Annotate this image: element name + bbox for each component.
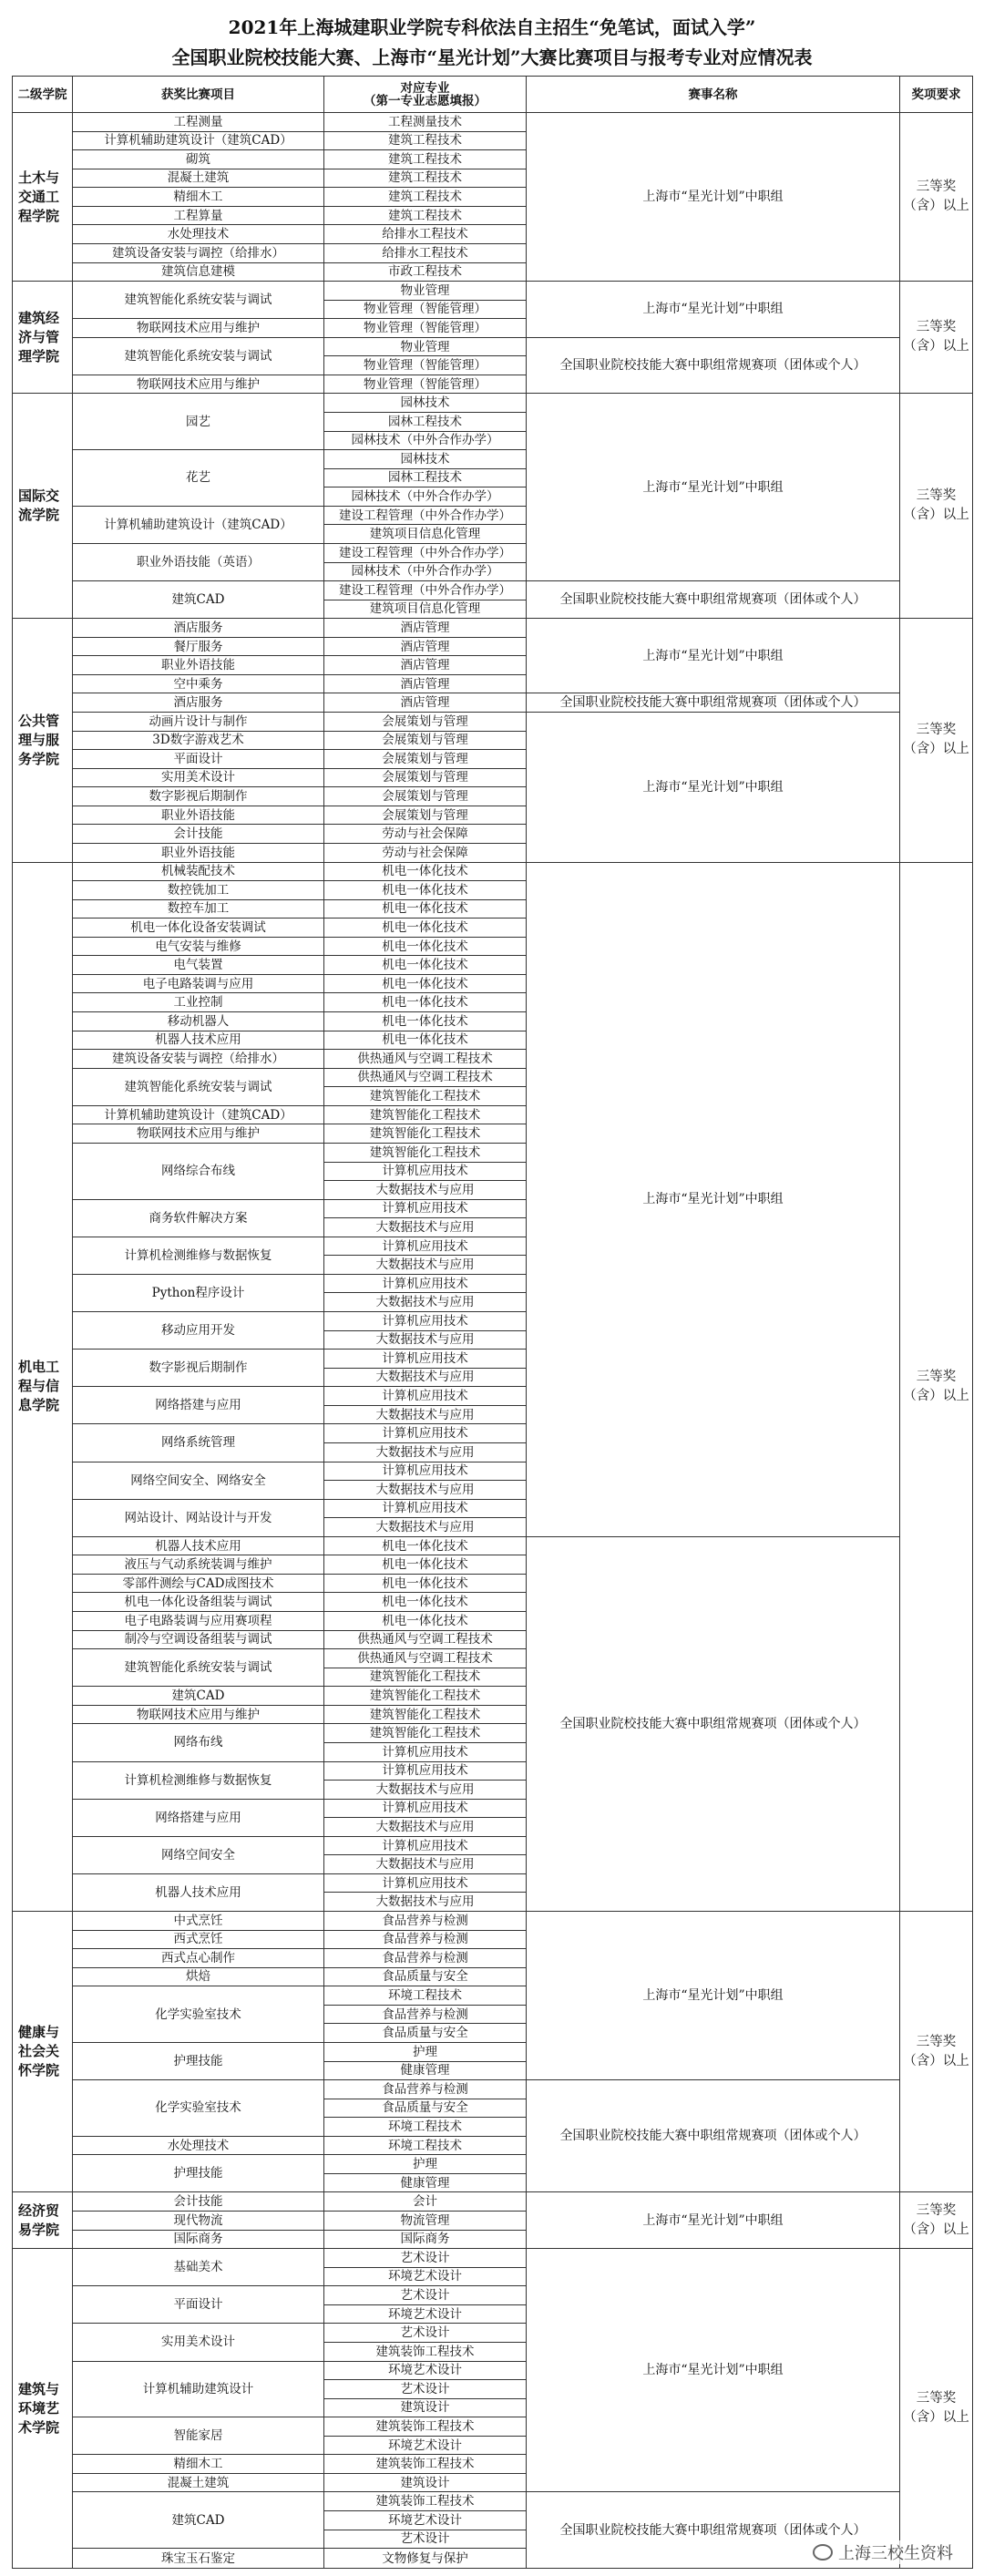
project-cell: 花艺: [73, 450, 324, 507]
major-cell: 机电一体化技术: [324, 1574, 527, 1593]
major-cell: 物业管理（智能管理）: [324, 319, 527, 338]
project-cell: 机电一体化设备安装调试: [73, 919, 324, 938]
major-cell: 计算机应用技术: [324, 1312, 527, 1331]
major-cell: 园林工程技术: [324, 413, 527, 432]
project-cell: 平面设计: [73, 2286, 324, 2324]
project-cell: 平面设计: [73, 750, 324, 769]
event-cell: 全国职业院校技能大赛中职组常规赛项（团体或个人）: [527, 581, 900, 619]
project-cell: 化学实验室技术: [73, 2080, 324, 2137]
major-cell: 供热通风与空调工程技术: [324, 1630, 527, 1649]
major-cell: 建筑工程技术: [324, 131, 527, 150]
major-cell: 建筑工程技术: [324, 150, 527, 169]
award-cell: 三等奖（含）以上: [900, 619, 973, 862]
header-major-label: 对应专业: [400, 80, 450, 96]
admission-table: [12, 76, 973, 2569]
project-cell: 水处理技术: [73, 225, 324, 244]
project-cell: 砌筑: [73, 150, 324, 169]
major-cell: 食品营养与检测: [324, 1949, 527, 1968]
document-title: [0, 13, 984, 73]
major-cell: 计算机应用技术: [324, 1274, 527, 1293]
title-line-1: 2021年上海城建职业学院专科依法自主招生“免笔试，面试入学”: [228, 16, 756, 38]
project-cell: 实用美术设计: [73, 768, 324, 787]
project-cell: 制冷与空调设备组装与调试: [73, 1630, 324, 1649]
major-cell: 计算机应用技术: [324, 1742, 527, 1761]
major-cell: 建筑智能化工程技术: [324, 1724, 527, 1743]
major-cell: 园林技术（中外合作办学）: [324, 487, 527, 507]
project-cell: 机器人技术应用: [73, 1031, 324, 1050]
project-cell: 网络系统管理: [73, 1424, 324, 1462]
major-cell: 建筑项目信息化管理: [324, 600, 527, 619]
project-cell: 烘焙: [73, 1967, 324, 1986]
watermark: [809, 2540, 957, 2564]
major-cell: 会展策划与管理: [324, 787, 527, 806]
major-cell: 计算机应用技术: [324, 1424, 527, 1443]
table-row: [13, 2080, 973, 2099]
major-cell: 食品质量与安全: [324, 2024, 527, 2043]
major-cell: 健康管理: [324, 2173, 527, 2192]
major-cell: 建筑装饰工程技术: [324, 2455, 527, 2474]
major-cell: 物业管理（智能管理）: [324, 375, 527, 394]
major-cell: 建筑智能化工程技术: [324, 1143, 527, 1162]
college-cell: 经济贸易学院: [13, 2192, 73, 2249]
project-cell: 职业外语技能: [73, 806, 324, 825]
project-cell: 建筑智能化系统安装与调试: [73, 282, 324, 319]
project-cell: 液压与气动系统装调与维护: [73, 1555, 324, 1575]
project-cell: 护理技能: [73, 2155, 324, 2192]
table-row: [13, 713, 973, 732]
major-cell: 机电一体化技术: [324, 974, 527, 993]
major-cell: 机电一体化技术: [324, 1612, 527, 1631]
project-cell: 计算机检测维修与数据恢复: [73, 1761, 324, 1799]
major-cell: 大数据技术与应用: [324, 1181, 527, 1200]
project-cell: 国际商务: [73, 2230, 324, 2249]
project-cell: 西式烹饪: [73, 1930, 324, 1949]
major-cell: 环境艺术设计: [324, 2304, 527, 2324]
award-cell: 三等奖（含）以上: [900, 2192, 973, 2249]
event-cell: 上海市“星光计划”中职组: [527, 713, 900, 863]
major-cell: 建设工程管理（中外合作办学）: [324, 581, 527, 600]
major-cell: 大数据技术与应用: [324, 1481, 527, 1500]
college-cell: 建筑经济与管理学院: [13, 282, 73, 394]
major-cell: 大数据技术与应用: [324, 1293, 527, 1312]
project-cell: 建筑CAD: [73, 581, 324, 619]
project-cell: 物联网技术应用与维护: [73, 1124, 324, 1144]
project-cell: 基础美术: [73, 2249, 324, 2286]
header-college: 二级学院: [13, 77, 73, 113]
project-cell: 计算机辅助建筑设计: [73, 2361, 324, 2417]
project-cell: 机电一体化设备组装与调试: [73, 1593, 324, 1612]
project-cell: 物联网技术应用与维护: [73, 1705, 324, 1724]
project-cell: 数字影视后期制作: [73, 787, 324, 806]
major-cell: 劳动与社会保障: [324, 843, 527, 862]
project-cell: 建筑信息建模: [73, 262, 324, 282]
major-cell: 机电一体化技术: [324, 937, 527, 956]
major-cell: 计算机应用技术: [324, 1873, 527, 1893]
major-cell: 建筑设计: [324, 2398, 527, 2417]
wechat-icon: [813, 2544, 833, 2561]
table-row: [13, 862, 973, 881]
major-cell: 计算机应用技术: [324, 1799, 527, 1818]
award-cell: 三等奖（含）以上: [900, 2249, 973, 2569]
college-cell: 建筑与环境艺术学院: [13, 2249, 73, 2569]
project-cell: Python程序设计: [73, 1274, 324, 1311]
event-cell: 上海市“星光计划”中职组: [527, 1912, 900, 2080]
project-cell: 机器人技术应用: [73, 1536, 324, 1555]
major-cell: 建筑智能化工程技术: [324, 1124, 527, 1144]
project-cell: 现代物流: [73, 2212, 324, 2231]
project-cell: 混凝土建筑: [73, 169, 324, 188]
major-cell: 艺术设计: [324, 2286, 527, 2305]
major-cell: 园林技术（中外合作办学）: [324, 562, 527, 581]
project-cell: 数控车加工: [73, 899, 324, 919]
major-cell: 食品质量与安全: [324, 1967, 527, 1986]
major-cell: 机电一体化技术: [324, 1031, 527, 1050]
major-cell: 建筑智能化工程技术: [324, 1668, 527, 1687]
project-cell: 电气装置: [73, 956, 324, 975]
project-cell: 西式点心制作: [73, 1949, 324, 1968]
major-cell: 计算机应用技术: [324, 1462, 527, 1481]
project-cell: 职业外语技能: [73, 656, 324, 675]
project-cell: 机械装配技术: [73, 862, 324, 881]
major-cell: 建设工程管理（中外合作办学）: [324, 543, 527, 562]
major-cell: 机电一体化技术: [324, 1593, 527, 1612]
major-cell: 物业管理: [324, 337, 527, 356]
project-cell: 动画片设计与制作: [73, 713, 324, 732]
table-row: [13, 113, 973, 132]
major-cell: 机电一体化技术: [324, 862, 527, 881]
major-cell: 机电一体化技术: [324, 899, 527, 919]
major-cell: 大数据技术与应用: [324, 1518, 527, 1537]
college-cell: 国际交流学院: [13, 394, 73, 619]
project-cell: 移动应用开发: [73, 1312, 324, 1350]
project-cell: 网络空间安全: [73, 1836, 324, 1873]
college-cell: 健康与社会关怀学院: [13, 1912, 73, 2192]
major-cell: 机电一体化技术: [324, 956, 527, 975]
event-cell: 上海市“星光计划”中职组: [527, 394, 900, 581]
major-cell: 酒店管理: [324, 693, 527, 713]
major-cell: 艺术设计: [324, 2380, 527, 2399]
watermark-text: 上海三校生资料: [838, 2544, 953, 2563]
award-cell: 三等奖（含）以上: [900, 113, 973, 282]
event-cell: 全国职业院校技能大赛中职组常规赛项（团体或个人）: [527, 2080, 900, 2192]
project-cell: 水处理技术: [73, 2136, 324, 2155]
table-body: [13, 113, 973, 2569]
major-cell: 文物修复与保护: [324, 2549, 527, 2569]
major-cell: 园林技术: [324, 450, 527, 469]
major-cell: 计算机应用技术: [324, 1761, 527, 1781]
major-cell: 食品营养与检测: [324, 2080, 527, 2099]
project-cell: 会计技能: [73, 825, 324, 844]
header-project: 获奖比赛项目: [73, 77, 324, 113]
project-cell: 智能家居: [73, 2417, 324, 2455]
major-cell: 计算机应用技术: [324, 1387, 527, 1406]
major-cell: 给排水工程技术: [324, 243, 527, 262]
project-cell: 数控铣加工: [73, 881, 324, 900]
project-cell: 建筑智能化系统安装与调试: [73, 1649, 324, 1687]
major-cell: 会展策划与管理: [324, 731, 527, 750]
major-cell: 艺术设计: [324, 2324, 527, 2343]
project-cell: 电气安装与维修: [73, 937, 324, 956]
project-cell: 电子电路装调与应用: [73, 974, 324, 993]
table-row: [13, 337, 973, 356]
project-cell: 机器人技术应用: [73, 1873, 324, 1911]
major-cell: 物业管理（智能管理）: [324, 300, 527, 319]
table-row: [13, 282, 973, 301]
major-cell: 会展策划与管理: [324, 713, 527, 732]
major-cell: 建筑智能化工程技术: [324, 1687, 527, 1706]
project-cell: 电子电路装调与应用赛项程: [73, 1612, 324, 1631]
major-cell: 计算机应用技术: [324, 1162, 527, 1181]
major-cell: 建筑装饰工程技术: [324, 2342, 527, 2361]
project-cell: 餐厅服务: [73, 637, 324, 656]
major-cell: 建筑设计: [324, 2473, 527, 2492]
major-cell: 建筑项目信息化管理: [324, 525, 527, 544]
major-cell: 大数据技术与应用: [324, 1368, 527, 1387]
project-cell: 网络搭建与应用: [73, 1387, 324, 1424]
major-cell: 护理: [324, 2155, 527, 2174]
event-cell: 上海市“星光计划”中职组: [527, 113, 900, 282]
major-cell: 建筑工程技术: [324, 169, 527, 188]
major-cell: 会展策划与管理: [324, 806, 527, 825]
project-cell: 网络综合布线: [73, 1143, 324, 1199]
major-cell: 机电一体化技术: [324, 993, 527, 1012]
project-cell: 数字影视后期制作: [73, 1350, 324, 1387]
major-cell: 机电一体化技术: [324, 1555, 527, 1575]
event-cell: 全国职业院校技能大赛中职组常规赛项（团体或个人）: [527, 1536, 900, 1911]
major-cell: 物业管理（智能管理）: [324, 356, 527, 375]
major-cell: 建筑智能化工程技术: [324, 1087, 527, 1106]
major-cell: 供热通风与空调工程技术: [324, 1050, 527, 1069]
header-major-note: （第一专业志愿填报）: [364, 93, 487, 108]
major-cell: 给排水工程技术: [324, 225, 527, 244]
header-event: 赛事名称: [527, 77, 900, 113]
major-cell: 大数据技术与应用: [324, 1218, 527, 1237]
major-cell: 会展策划与管理: [324, 768, 527, 787]
major-cell: 酒店管理: [324, 656, 527, 675]
major-cell: 酒店管理: [324, 674, 527, 693]
project-cell: 建筑CAD: [73, 2492, 324, 2549]
major-cell: 机电一体化技术: [324, 881, 527, 900]
project-cell: 计算机检测维修与数据恢复: [73, 1237, 324, 1274]
table-row: [13, 2192, 973, 2212]
major-cell: 酒店管理: [324, 619, 527, 638]
major-cell: 环境工程技术: [324, 1986, 527, 2006]
project-cell: 零部件测绘与CAD成图技术: [73, 1574, 324, 1593]
project-cell: 化学实验室技术: [73, 1986, 324, 2043]
major-cell: 艺术设计: [324, 2249, 527, 2268]
table-row: [13, 1912, 973, 1931]
major-cell: 建筑工程技术: [324, 206, 527, 225]
major-cell: 环境工程技术: [324, 2118, 527, 2137]
major-cell: 机电一体化技术: [324, 919, 527, 938]
table-row: [13, 2249, 973, 2268]
major-cell: 园林技术: [324, 394, 527, 413]
project-cell: 职业外语技能（英语）: [73, 543, 324, 580]
event-cell: 全国职业院校技能大赛中职组常规赛项（团体或个人）: [527, 693, 900, 713]
major-cell: 健康管理: [324, 2061, 527, 2080]
major-cell: 食品营养与检测: [324, 2005, 527, 2024]
major-cell: 护理: [324, 2042, 527, 2061]
major-cell: 计算机应用技术: [324, 1836, 527, 1855]
major-cell: 供热通风与空调工程技术: [324, 1068, 527, 1087]
major-cell: 市政工程技术: [324, 262, 527, 282]
award-cell: 三等奖（含）以上: [900, 862, 973, 1912]
table-row: [13, 581, 973, 600]
major-cell: 建设工程管理（中外合作办学）: [324, 506, 527, 525]
major-cell: 建筑智能化工程技术: [324, 1105, 527, 1124]
major-cell: 大数据技术与应用: [324, 1330, 527, 1350]
project-cell: 珠宝玉石鉴定: [73, 2549, 324, 2569]
project-cell: 实用美术设计: [73, 2324, 324, 2361]
header-award: 奖项要求: [900, 77, 973, 113]
project-cell: 园艺: [73, 394, 324, 450]
college-cell: 机电工程与信息学院: [13, 862, 73, 1912]
table-row: [13, 619, 973, 638]
major-cell: 食品质量与安全: [324, 2099, 527, 2118]
major-cell: 大数据技术与应用: [324, 1256, 527, 1275]
table-header-row: [13, 77, 973, 113]
major-cell: 环境艺术设计: [324, 2436, 527, 2455]
major-cell: 建筑智能化工程技术: [324, 1705, 527, 1724]
event-cell: 上海市“星光计划”中职组: [527, 862, 900, 1536]
project-cell: 网站设计、网站设计与开发: [73, 1499, 324, 1536]
major-cell: 供热通风与空调工程技术: [324, 1649, 527, 1668]
project-cell: 移动机器人: [73, 1012, 324, 1031]
table-row: [13, 1536, 973, 1555]
major-cell: 会计: [324, 2192, 527, 2212]
award-cell: 三等奖（含）以上: [900, 394, 973, 619]
major-cell: 会展策划与管理: [324, 750, 527, 769]
project-cell: 工程测量: [73, 113, 324, 132]
event-cell: 全国职业院校技能大赛中职组常规赛项（团体或个人）: [527, 337, 900, 394]
major-cell: 酒店管理: [324, 637, 527, 656]
major-cell: 物业管理: [324, 282, 527, 301]
major-cell: 物流管理: [324, 2212, 527, 2231]
major-cell: 园林技术（中外合作办学）: [324, 431, 527, 450]
table-row: [13, 2492, 973, 2511]
major-cell: 大数据技术与应用: [324, 1405, 527, 1424]
project-cell: 护理技能: [73, 2042, 324, 2079]
major-cell: 建筑装饰工程技术: [324, 2417, 527, 2437]
project-cell: 工程算量: [73, 206, 324, 225]
major-cell: 大数据技术与应用: [324, 1855, 527, 1874]
award-cell: 三等奖（含）以上: [900, 282, 973, 394]
major-cell: 计算机应用技术: [324, 1499, 527, 1518]
event-cell: 上海市“星光计划”中职组: [527, 2192, 900, 2249]
college-cell: 土木与交通工程学院: [13, 113, 73, 282]
event-cell: 上海市“星光计划”中职组: [527, 619, 900, 693]
major-cell: 机电一体化技术: [324, 1012, 527, 1031]
event-cell: 全国职业院校技能大赛中职组常规赛项（团体或个人）: [527, 2492, 900, 2569]
project-cell: 会计技能: [73, 2192, 324, 2212]
college-cell: 公共管理与服务学院: [13, 619, 73, 862]
major-cell: 大数据技术与应用: [324, 1781, 527, 1800]
project-cell: 建筑智能化系统安装与调试: [73, 1068, 324, 1105]
title-line-2: 全国职业院校技能大赛、上海市“星光计划”大赛比赛项目与报考专业对应情况表: [171, 46, 813, 68]
project-cell: 计算机辅助建筑设计（建筑CAD）: [73, 506, 324, 543]
major-cell: 计算机应用技术: [324, 1350, 527, 1369]
project-cell: 酒店服务: [73, 619, 324, 638]
major-cell: 国际商务: [324, 2230, 527, 2249]
major-cell: 大数据技术与应用: [324, 1442, 527, 1462]
major-cell: 计算机应用技术: [324, 1237, 527, 1256]
project-cell: 商务软件解决方案: [73, 1199, 324, 1237]
major-cell: 建筑装饰工程技术: [324, 2492, 527, 2511]
award-cell: 三等奖（含）以上: [900, 1912, 973, 2192]
project-cell: 空中乘务: [73, 674, 324, 693]
project-cell: 3D数字游戏艺术: [73, 731, 324, 750]
major-cell: 环境艺术设计: [324, 2511, 527, 2530]
project-cell: 建筑CAD: [73, 1687, 324, 1706]
major-cell: 环境艺术设计: [324, 2361, 527, 2380]
major-cell: 大数据技术与应用: [324, 1818, 527, 1837]
major-cell: 园林工程技术: [324, 468, 527, 487]
major-cell: 艺术设计: [324, 2530, 527, 2549]
major-cell: 食品营养与检测: [324, 1912, 527, 1931]
major-cell: 大数据技术与应用: [324, 1893, 527, 1912]
major-cell: 环境工程技术: [324, 2136, 527, 2155]
major-cell: 工程测量技术: [324, 113, 527, 132]
project-cell: 建筑设备安装与调控（给排水）: [73, 1050, 324, 1069]
event-cell: 上海市“星光计划”中职组: [527, 282, 900, 338]
major-cell: 劳动与社会保障: [324, 825, 527, 844]
project-cell: 酒店服务: [73, 693, 324, 713]
project-cell: 工业控制: [73, 993, 324, 1012]
project-cell: 网络搭建与应用: [73, 1799, 324, 1836]
major-cell: 计算机应用技术: [324, 1199, 527, 1218]
header-major: [324, 77, 527, 113]
project-cell: 建筑设备安装与调控（给排水）: [73, 243, 324, 262]
major-cell: 环境艺术设计: [324, 2267, 527, 2286]
major-cell: 建筑工程技术: [324, 188, 527, 207]
event-cell: 上海市“星光计划”中职组: [527, 2249, 900, 2492]
table-row: [13, 693, 973, 713]
project-cell: 物联网技术应用与维护: [73, 319, 324, 338]
project-cell: 网络布线: [73, 1724, 324, 1761]
table-row: [13, 394, 973, 413]
project-cell: 精细木工: [73, 188, 324, 207]
project-cell: 计算机辅助建筑设计（建筑CAD）: [73, 131, 324, 150]
project-cell: 建筑智能化系统安装与调试: [73, 337, 324, 375]
major-cell: 食品营养与检测: [324, 1930, 527, 1949]
project-cell: 混凝土建筑: [73, 2473, 324, 2492]
project-cell: 中式烹饪: [73, 1912, 324, 1931]
project-cell: 职业外语技能: [73, 843, 324, 862]
project-cell: 精细木工: [73, 2455, 324, 2474]
project-cell: 计算机辅助建筑设计（建筑CAD）: [73, 1105, 324, 1124]
project-cell: 网络空间安全、网络安全: [73, 1462, 324, 1499]
project-cell: 物联网技术应用与维护: [73, 375, 324, 394]
major-cell: 机电一体化技术: [324, 1536, 527, 1555]
